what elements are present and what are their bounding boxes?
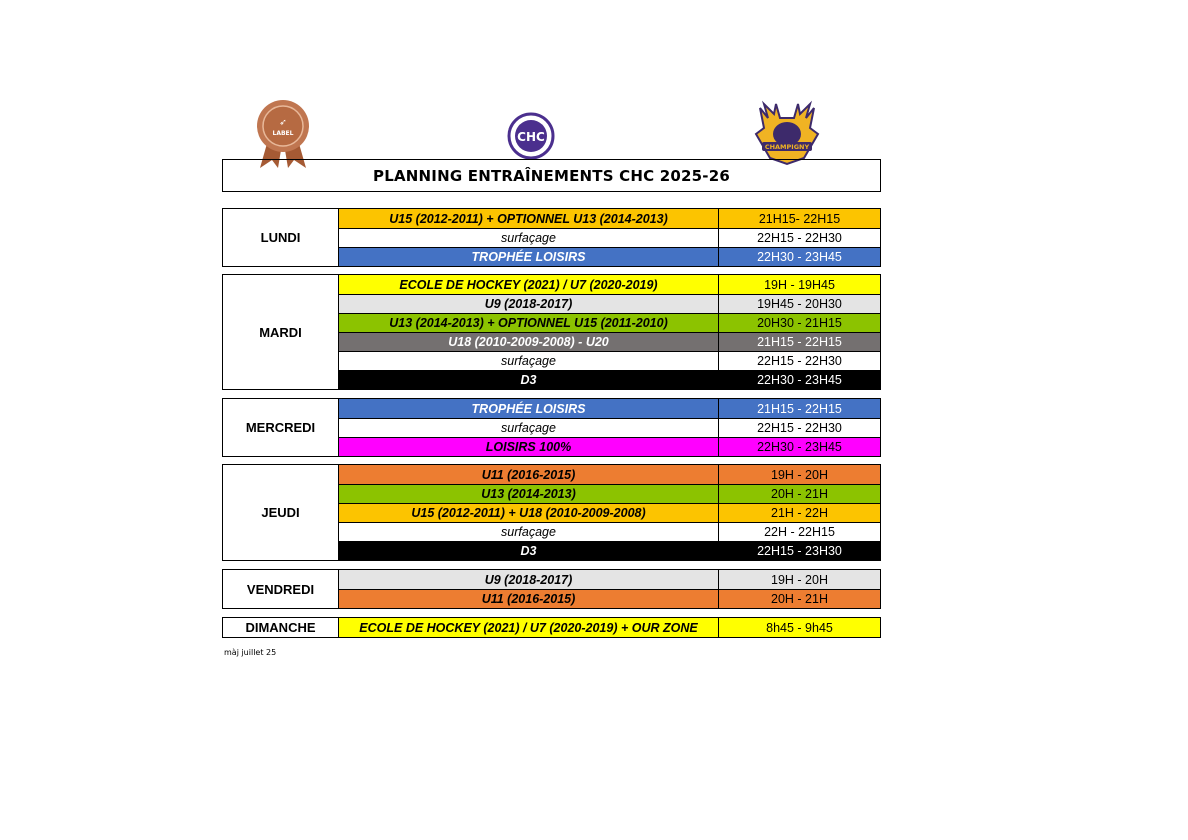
svg-text:➶: ➶ [279, 118, 287, 128]
day-block-dimanche [222, 617, 881, 638]
session-time: 22H15 - 22H30 [719, 352, 880, 370]
session-group: U18 (2010-2009-2008) - U20 [339, 333, 719, 351]
day-block-vendredi [222, 569, 881, 609]
session-group: U15 (2012-2011) + OPTIONNEL U13 (2014-2013) [339, 209, 719, 228]
session-row [339, 541, 880, 560]
champigny-logo-text: CHAMPIGNY [764, 143, 810, 151]
session-time: 19H - 20H [719, 465, 880, 484]
session-group: surfaçage [339, 523, 719, 541]
day-label: MARDI [223, 275, 339, 389]
session-group: ECOLE DE HOCKEY (2021) / U7 (2020-2019) + OUR ZONE [339, 618, 719, 637]
label-logo-text: LABEL [272, 130, 294, 137]
page-title: PLANNING ENTRAÎNEMENTS CHC 2025-26 [222, 159, 881, 192]
session-group: U13 (2014-2013) + OPTIONNEL U15 (2011-2010) [339, 314, 719, 332]
session-group: TROPHÉE LOISIRS [339, 248, 719, 266]
session-row [339, 275, 880, 294]
session-row [339, 313, 880, 332]
session-time: 21H15- 22H15 [719, 209, 880, 228]
session-time: 21H - 22H [719, 504, 880, 522]
session-group: surfaçage [339, 352, 719, 370]
session-row [339, 332, 880, 351]
session-time: 22H30 - 23H45 [719, 438, 880, 456]
session-group: surfaçage [339, 419, 719, 437]
day-block-jeudi [222, 464, 881, 561]
session-row [339, 294, 880, 313]
session-row [339, 503, 880, 522]
session-time: 22H15 - 22H30 [719, 419, 880, 437]
session-group: U9 (2018-2017) [339, 295, 719, 313]
session-group: LOISIRS 100% [339, 438, 719, 456]
session-group: U9 (2018-2017) [339, 570, 719, 589]
session-group: U11 (2016-2015) [339, 465, 719, 484]
session-row [339, 209, 880, 228]
session-time: 19H45 - 20H30 [719, 295, 880, 313]
update-note: màj juillet 25 [224, 648, 277, 657]
session-row [339, 247, 880, 266]
session-time: 22H15 - 23H30 [719, 542, 880, 560]
session-time: 22H30 - 23H45 [719, 248, 880, 266]
session-group: surfaçage [339, 229, 719, 247]
day-block-lundi [222, 208, 881, 267]
session-group: D3 [339, 371, 719, 389]
session-row [339, 618, 880, 637]
session-time: 22H15 - 22H30 [719, 229, 880, 247]
session-group: TROPHÉE LOISIRS [339, 399, 719, 418]
session-group: ECOLE DE HOCKEY (2021) / U7 (2020-2019) [339, 275, 719, 294]
session-time: 20H - 21H [719, 485, 880, 503]
chc-club-crest-logo [502, 112, 560, 160]
session-time: 21H15 - 22H15 [719, 399, 880, 418]
session-row [339, 351, 880, 370]
day-label: DIMANCHE [223, 618, 339, 637]
session-group: U15 (2012-2011) + U18 (2010-2009-2008) [339, 504, 719, 522]
session-time: 19H - 19H45 [719, 275, 880, 294]
session-time: 22H30 - 23H45 [719, 371, 880, 389]
day-label: MERCREDI [223, 399, 339, 456]
day-label: VENDREDI [223, 570, 339, 608]
day-block-mercredi [222, 398, 881, 457]
session-row [339, 465, 880, 484]
session-group: D3 [339, 542, 719, 560]
session-group: U13 (2014-2013) [339, 485, 719, 503]
session-row [339, 589, 880, 608]
session-row [339, 399, 880, 418]
session-row [339, 522, 880, 541]
champigny-moose-crest-logo [748, 100, 826, 166]
session-row [339, 228, 880, 247]
session-time: 20H - 21H [719, 590, 880, 608]
session-time: 8h45 - 9h45 [719, 618, 880, 637]
chc-logo-text: CHC [517, 130, 545, 144]
day-label: LUNDI [223, 209, 339, 266]
session-row [339, 484, 880, 503]
session-time: 22H - 22H15 [719, 523, 880, 541]
session-time: 21H15 - 22H15 [719, 333, 880, 351]
session-row [339, 570, 880, 589]
session-group: U11 (2016-2015) [339, 590, 719, 608]
session-time: 20H30 - 21H15 [719, 314, 880, 332]
session-time: 19H - 20H [719, 570, 880, 589]
session-row [339, 418, 880, 437]
day-label: JEUDI [223, 465, 339, 560]
session-row [339, 370, 880, 389]
day-block-mardi [222, 274, 881, 390]
session-row [339, 437, 880, 456]
